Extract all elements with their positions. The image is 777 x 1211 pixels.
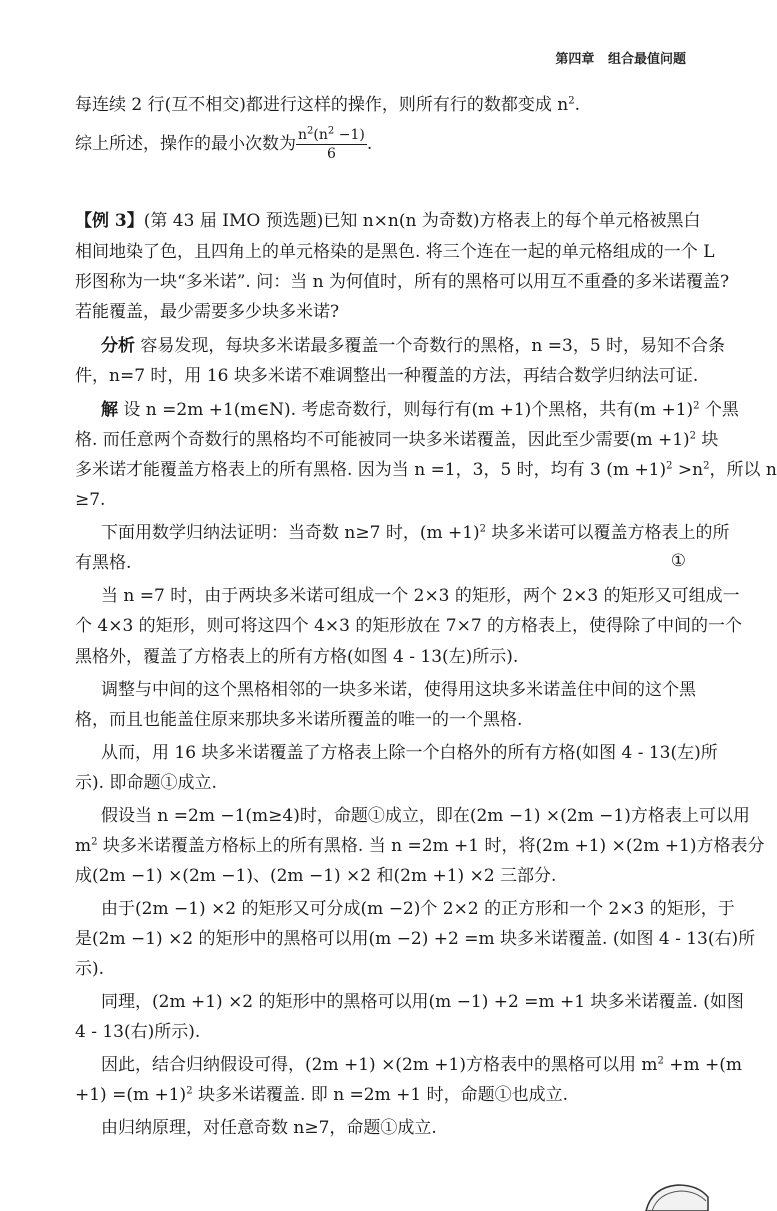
text-line: 黑格外，覆盖了方格表上的所有方格(如图 4 - 13(左)所示).	[75, 647, 519, 667]
chapter-label: 第四章	[555, 52, 595, 67]
text-line: ≥7.	[75, 490, 106, 510]
text-line: 当 n =7 时，由于两块多米诺可组成一个 2×3 的矩形，两个 2×3 的矩形又可组成一	[101, 586, 740, 606]
text-line: 4 - 13(右)所示).	[75, 1022, 201, 1042]
text-line: 调整与中间的这个黑格相邻的一块多米诺，使得用这块多米诺盖住中间的这个黑	[101, 680, 696, 700]
running-header	[555, 48, 686, 67]
text-line: 有黑格.	[75, 553, 132, 573]
text-line: 假设当 n =2m −1(m≥4)时，命题①成立，即在(2m −1) ×(2m −1)方格表上可以用	[101, 806, 750, 826]
example-line: 【例 3】(第 43 届 IMO 预选题)已知 n×n(n 为奇数)方格表上的每个单元格被黑白	[75, 211, 701, 231]
formula-line: 综上所述，操作的最小次数为 $\frac{n^2(n^2 -1)}{6}$ .	[75, 125, 373, 162]
chapter-title: 组合最值问题	[607, 52, 686, 67]
analysis-tag: 分析	[101, 336, 135, 356]
example-tag: 【例 3】	[75, 211, 144, 231]
text-line: 成(2m −1) ×(2m −1)、(2m −1) ×2 和(2m +1) ×2 三部分.	[75, 866, 557, 886]
solution-line: 解 设 n =2m +1(m∈N). 考虑奇数行，则每行有(m +1)个黑格，共有$(m +1)^2$ 个黑	[101, 400, 739, 420]
fraction: $\frac{n^2(n^2 -1)}{6}$	[298, 125, 365, 162]
solution-tag: 解	[101, 400, 118, 420]
text-line: 由归纳原理，对任意奇数 n≥7，命题①成立.	[101, 1118, 437, 1138]
text-line: 每连续 2 行(互不相交)都进行这样的操作，则所有行的数都变成 $n^2$.	[75, 95, 581, 115]
text-line: 由于(2m −1) ×2 的矩形又可分成(m −2)个 2×2 的正方形和一个 2×3 的矩形，于	[101, 899, 735, 919]
text-line: 下面用数学归纳法证明：当奇数 n≥7 时，$(m +1)^2$ 块多米诺可以覆盖方格表上的所	[101, 523, 730, 543]
text-line: 示). 即命题①成立.	[75, 773, 217, 793]
text-line: 从而，用 16 块多米诺覆盖了方格表上除一个白格外的所有方格(如图 4 - 13(左)所	[101, 743, 718, 763]
text-line: 示).	[75, 959, 105, 979]
proposition-marker: ①	[670, 551, 686, 571]
text-line: $+1) =(m +1)^2$ 块多米诺覆盖. 即 n =2m +1 时，命题①也成立.	[75, 1085, 568, 1105]
text-line: 格，而且也能盖住原来那块多米诺所覆盖的唯一的一个黑格.	[75, 710, 523, 730]
text-line: $m^2$ 块多米诺覆盖方格标上的所有黑格. 当 n =2m +1 时，将(2m +1) ×(2m +1)方格表分	[75, 836, 765, 856]
text-line: 件，n=7 时，用 16 块多米诺不难调整出一种覆盖的方法，再结合数学归纳法可证.	[75, 366, 699, 386]
analysis-line: 分析 容易发现，每块多米诺最多覆盖一个奇数行的黑格，n =3，5 时，易知不合条	[101, 336, 726, 356]
text-line: 因此，结合归纳假设可得，(2m +1) ×(2m +1)方格表中的黑格可以用 $m^2 +m +(m$	[101, 1055, 743, 1075]
text-line: 若能覆盖，最少需要多少块多米诺?	[75, 302, 340, 322]
page-curl-icon	[638, 1171, 708, 1211]
text-line: 格. 而任意两个奇数行的黑格均不可能被同一块多米诺覆盖，因此至少需要$(m +1)^2$ 块	[75, 430, 719, 450]
text-line: 形图称为一块“多米诺”. 问：当 n 为何值时，所有的黑格可以用互不重叠的多米诺覆盖?	[75, 272, 730, 292]
text-line: 同理，(2m +1) ×2 的矩形中的黑格可以用(m −1) +2 =m +1 块多米诺覆盖. (如图	[101, 992, 744, 1012]
text-line: 是(2m −1) ×2 的矩形中的黑格可以用(m −2) +2 =m 块多米诺覆盖. (如图 4 - 13(右)所	[75, 929, 756, 949]
text-line: 个 4×3 的矩形，则可将这四个 4×3 的矩形放在 7×7 的方格表上，使得除了中间的一个	[75, 616, 743, 636]
text-line: 相间地染了色，且四角上的单元格染的是黑色. 将三个连在一起的单元格组成的一个 L	[75, 242, 715, 262]
text-line: 多米诺才能覆盖方格表上的所有黑格. 因为当 n =1，3，5 时，均有 3 $(m +1)^2 >n^2$，所以 n	[75, 460, 777, 480]
